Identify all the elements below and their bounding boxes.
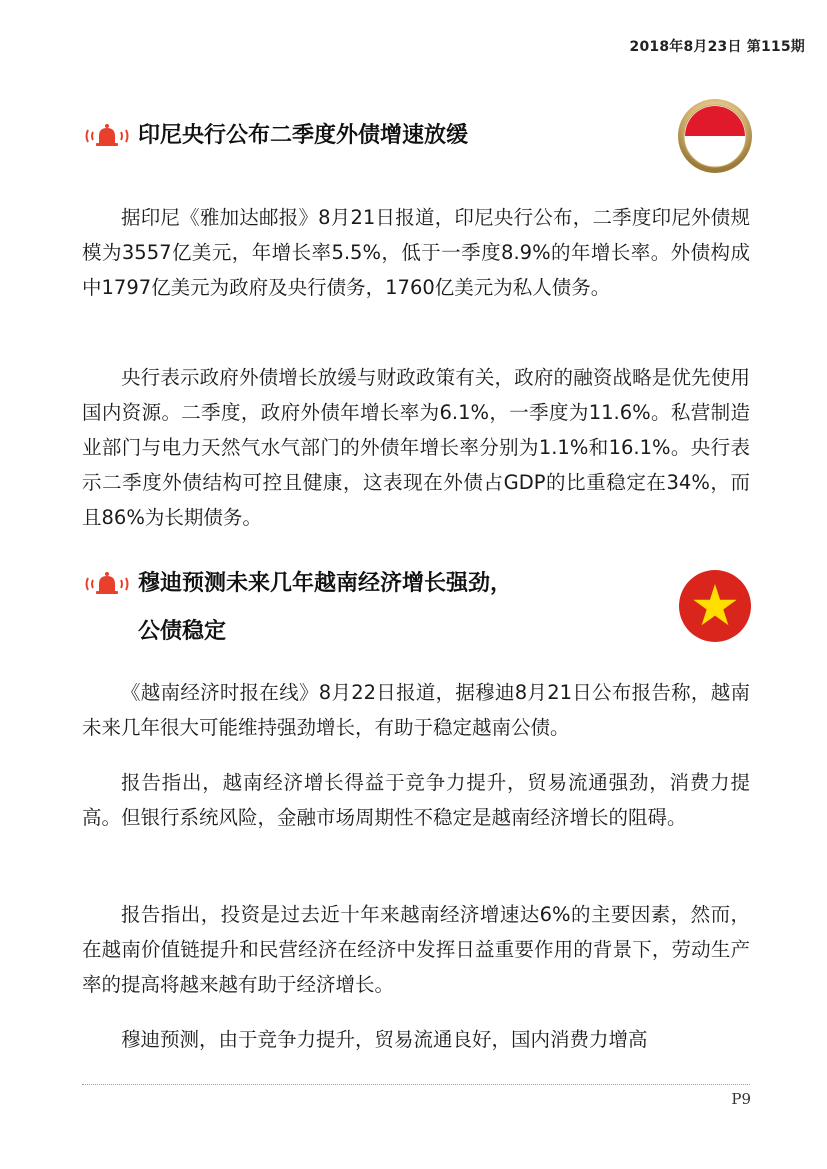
article-1-paragraph-2: 央行表示政府外债增长放缓与财政政策有关，政府的融资战略是优先使用国内资源。二季度，政府外债年增长率为6.1%，一季度为11.6%。私营制造业部门与电力天然气水气部门的外债年增长率分别为1.1%和16.1%。央行表示二季度外债结构可控且健康，这表现在外债占GDP的比重稳定在34%，而且86%为长期债务。 xyxy=(82,366,750,529)
bell-icon xyxy=(82,122,132,150)
page-number: P9 xyxy=(731,1090,751,1108)
article-2-paragraph-3: 报告指出，投资是过去近十年来越南经济增速达6%的主要因素，然而，在越南价值链提升和民营经济在经济中发挥日益重要作用的背景下，劳动生产率的提高将越来越有助于经济增长。 xyxy=(82,903,750,996)
article-1-title: 印尼央行公布二季度外债增速放缓 xyxy=(138,123,469,148)
article-2-title-line-2: 公债稳定 xyxy=(138,619,227,644)
indonesia-flag-icon xyxy=(676,97,754,175)
article-2-paragraph-2: 报告指出，越南经济增长得益于竞争力提升，贸易流通强劲，消费力提高。但银行系统风险，金融市场周期性不稳定是越南经济增长的阻碍。 xyxy=(82,771,750,829)
bell-icon xyxy=(82,570,132,598)
article-2-paragraph-4: 穆迪预测，由于竞争力提升，贸易流通良好，国内消费力增高 xyxy=(121,1028,648,1051)
article-2-paragraph-1: 《越南经济时报在线》8月22日报道，据穆迪8月21日公布报告称，越南未来几年很大可能维持强劲增长，有助于稳定越南公债。 xyxy=(82,681,750,739)
vietnam-flag-icon xyxy=(676,567,754,645)
article-1-paragraph-1: 据印尼《雅加达邮报》8月21日报道，印尼央行公布，二季度印尼外债规模为3557亿美元，年增长率5.5%，低于一季度8.9%的年增长率。外债构成中1797亿美元为政府及央行债务，1760亿美元为私人债务。 xyxy=(82,206,750,299)
footer-divider xyxy=(82,1084,750,1085)
article-2-title-line-1: 穆迪预测未来几年越南经济增长强劲， xyxy=(138,571,513,596)
issue-date: 2018年8月23日 第115期 xyxy=(629,39,805,55)
